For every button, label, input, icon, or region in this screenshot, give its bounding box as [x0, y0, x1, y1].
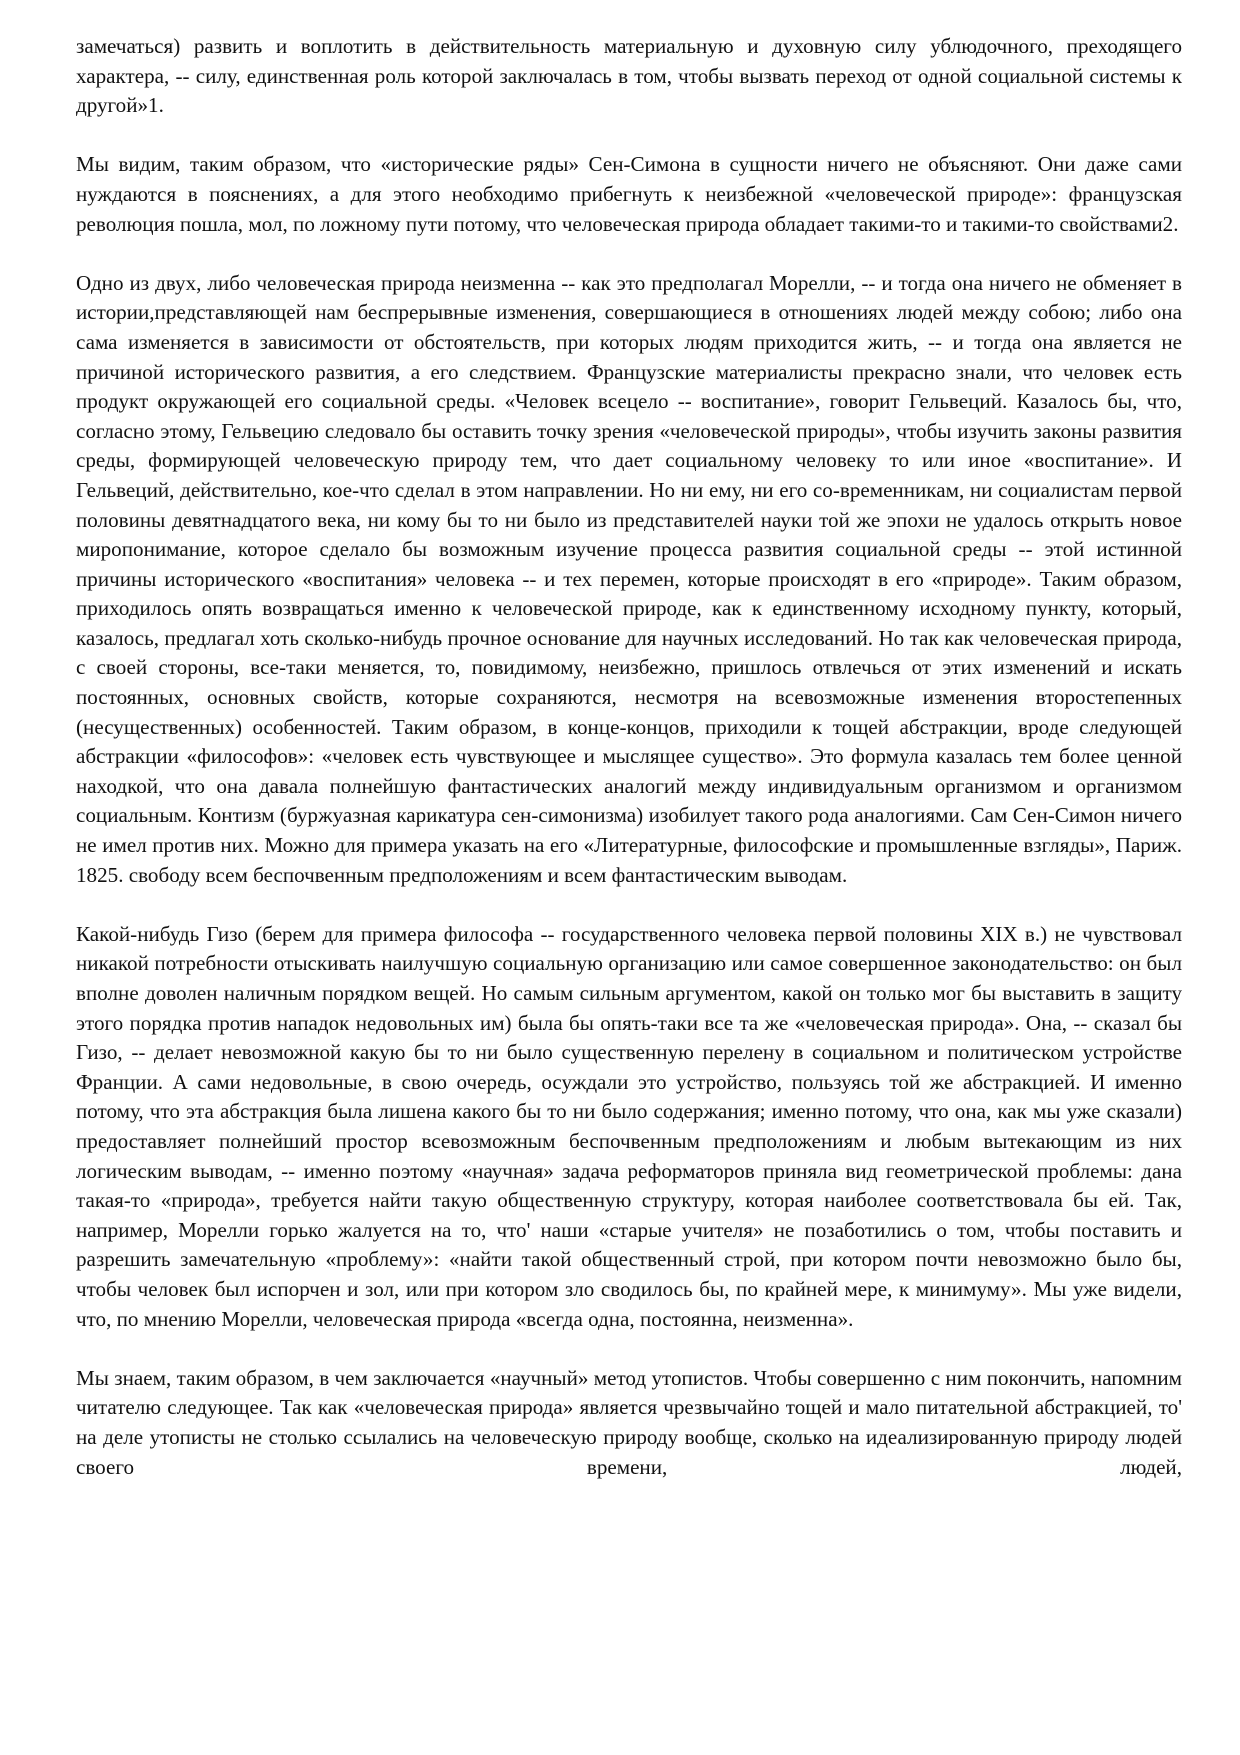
- document-page: [76, 32, 1182, 1482]
- paragraph-human-nature: Одно из двух, либо человеческая природа неизменна -- как это предполагал Морелли, -- и тогда она ничего не обменяет в истории,представляющей нам беспрерывные изменения, совершающиеся в отношениях людей между собою; либо она сама изменяется в зависимости от обстоятельств, при которых людям приходится жить, -- и тогда она является не причиной исторического развития, а его следствием. Французские материалисты прекрасно знали, что человек есть продукт окружающей его социальной среды. «Человек всецело -- воспитание», говорит Гельвеций. Казалось бы, что, согласно этому, Гельвецию следовало бы оставить точку зрения «человеческой природы», чтобы изучить законы развития среды, формирующей человеческую природу тем, что дает социальному человеку то или иное «воспитание». И Гельвеций, действительно, кое-что сделал в этом направлении. Но ни ему, ни его со-временникам, ни социалистам первой половины девятнадцатого века, ни кому бы то ни было из представителей науки той же эпохи не удалось открыть новое миропонимание, которое сделало бы возможным изучение процесса развития социальной среды -- этой истинной причины исторического «воспитания» человека -- и тех перемен, которые происходят в его «природе». Таким образом, приходилось опять возвращаться именно к человеческой природе, как к единственному исходному пункту, который, казалось, предлагал хоть сколько-нибудь прочное основание для научных исследований. Но так как человеческая природа, с своей стороны, все-таки меняется, то, повидимому, неизбежно, пришлось отвлечься от этих изменений и искать постоянных, основных свойств, которые сохраняются, несмотря на всевозможные изменения второстепенных (несущественных) особенностей. Таким образом, в конце-концов, приходили к тощей абстракции, вроде следующей абстракции «философов»: «человек есть чувствующее и мыслящее существо». Это формула казалась тем более ценной находкой, что она давала полнейшую фантастических аналогий между индивидуальным организмом и организмом социальным. Контизм (буржуазная карикатура сен-симонизма) изобилует такого рода аналогиями. Сам Сен-Симон ничего не имел против них. Можно для примера указать на его «Литературные, философские и промышленные взгляды», Париж. 1825. свободу всем беспочвенным предположениям и всем фантастическим выводам.: [76, 270, 1182, 887]
- paragraph-utopian-method: Мы знаем, таким образом, в чем заключается «научный» метод утопистов. Чтобы совершенно с ним покончить, напомним читателю следующее. Так как «человеческая природа» является чрезвычайно тощей и мало питательной абстракцией, то' на деле утописты не столько ссылались на человеческую природу вообще, сколько на идеализированную природу людей своего времени, людей,: [76, 1365, 1182, 1479]
- paragraph-continuation: замечаться) развить и воплотить в действительность материальную и духовную силу ублюдочного, преходящего характера, -- силу, единственная роль которой заключалась в том, чтобы вызвать переход от одной социальной системы к другой»1.: [76, 34, 1182, 118]
- paragraph-guizot: Какой-нибудь Гизо (берем для примера философа -- государственного человека первой половины XIX в.) не чувствовал никакой потребности отыскивать наилучшую социальную организацию или самое совершенное законодательство: он был вполне доволен наличным порядком вещей. Но самым сильным аргументом, какой он только мог бы выставить в защиту этого порядка против нападок недовольных им) была бы опять-таки все та же «человеческая природа». Она, -- сказал бы Гизо, -- делает невозможной какую бы то ни было существенную перелену в социальном и политическом устройстве Франции. А сами недовольные, в свою очередь, осуждали это устройство, пользуясь той же абстракцией. И именно потому, что эта абстракция была лишена какого бы то ни было содержания; именно потому, что она, как мы уже сказали) предоставляет полнейший простор всевозможным беспочвенным предположениям и любым вытекающим из них логическим выводам, -- именно поэтому «научная» задача реформаторов приняла вид геометрической проблемы: дана такая-то «природа», требуется найти такую общественную структуру, которая наиболее соответствовала бы ей. Так, например, Морелли горько жалуется на то, что' наши «старые учителя» не позаботились о том, чтобы поставить и разрешить замечательную «проблему»: «найти такой общественный строй, при котором почти невозможно было бы, чтобы человек был испорчен и зол, или при котором зло сводилось бы, по крайней мере, к минимуму». Мы уже видели, что, по мнению Морелли, человеческая природа «всегда одна, постоянна, неизменна».: [76, 921, 1182, 1331]
- paragraph-historical-series: Мы видим, таким образом, что «исторические ряды» Сен-Симона в сущности ничего не объясняют. Они даже сами нуждаются в пояснениях, а для этого необходимо прибегнуть к неизбежной «человеческой природе»: французская революция пошла, мол, по ложному пути потому, что человеческая природа обладает такими-то и такими-то свойствами2.: [76, 152, 1182, 236]
